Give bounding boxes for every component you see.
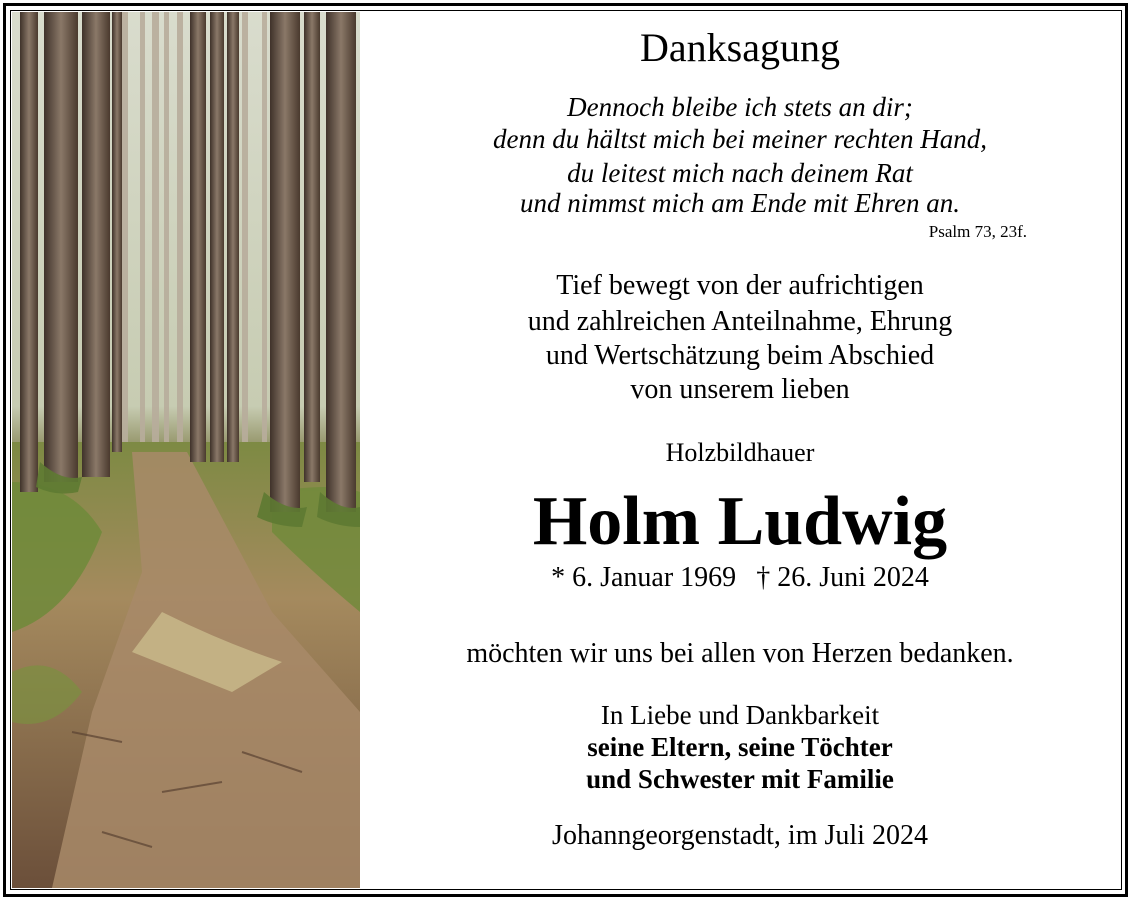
signature-family: und Schwester mit Familie [586, 764, 894, 794]
birth-date: * 6. Januar 1969 [551, 562, 737, 593]
signature-intro: In Liebe und Dankbarkeit [600, 700, 880, 730]
body-line: und zahlreichen Anteilnahme, Ehrung [527, 306, 953, 337]
death-date: † 26. Juni 2024 [756, 562, 929, 593]
verse-line: und nimmst mich am Ende mit Ehren an. [520, 188, 960, 218]
body-line: und Wertschätzung beim Abschied [545, 340, 935, 371]
life-dates [361, 562, 1119, 594]
verse-reference: Psalm 73, 23f. [928, 222, 1027, 241]
verse-line: du leitest mich nach deinem Rat [567, 158, 913, 188]
body-line: Tief bewegt von der aufrichtigen [556, 270, 924, 301]
body-line: von unserem lieben [630, 374, 850, 405]
verse-line: Dennoch bleibe ich stets an dir; [567, 92, 913, 122]
notice-text-column [361, 12, 1119, 888]
signature-family: seine Eltern, seine Töchter [587, 732, 893, 762]
verse-line: denn du hältst mich bei meiner rechten Hand, [493, 124, 987, 154]
thanks-line: möchten wir uns bei allen von Herzen bedanken. [466, 638, 1014, 669]
occupation: Holzbildhauer [665, 438, 815, 467]
notice-title: Danksagung [640, 25, 840, 70]
forest-path-photo [12, 12, 360, 888]
place-date: Johanngeorgenstadt, im Juli 2024 [552, 820, 928, 851]
deceased-name: Holm Ludwig [532, 483, 948, 560]
